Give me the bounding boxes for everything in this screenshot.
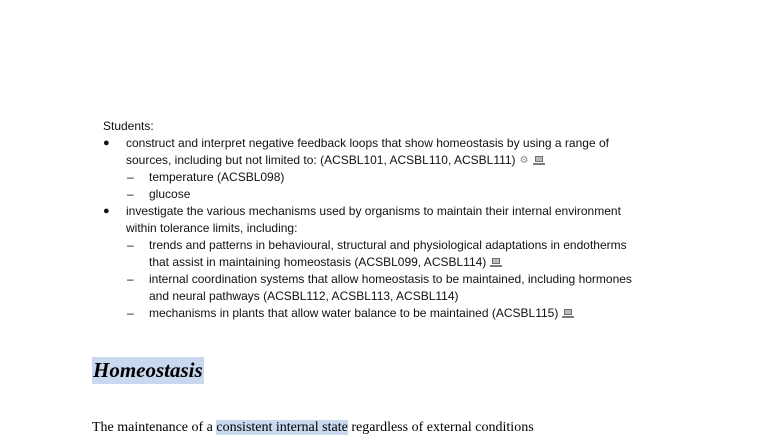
laptop-icon: [533, 156, 545, 166]
students-label: Students:: [103, 119, 154, 133]
bullet-icon: ●: [103, 205, 110, 217]
dash-marker: –: [127, 187, 134, 201]
sub-list-item-line: and neural pathways (ACSBL112, ACSBL113, ACSBL114): [149, 289, 459, 303]
list-item-line: within tolerance limits, including:: [126, 221, 298, 235]
laptop-icon: [490, 258, 502, 268]
syllabus-excerpt: [103, 118, 723, 322]
sub-list-item-line: [149, 305, 723, 322]
dash-marker: –: [127, 306, 134, 320]
dash-marker: –: [127, 170, 134, 184]
laptop-icon: [562, 309, 574, 319]
sub-list-item: [103, 271, 723, 305]
section-heading: Homeostasis: [93, 358, 203, 382]
sub-list-item: [103, 237, 723, 271]
definition-text: [92, 418, 534, 437]
sub-list-item: [103, 169, 723, 186]
sub-list-item-text: glucose: [149, 187, 191, 201]
sub-list-item: [103, 186, 723, 203]
list-item: [103, 203, 723, 237]
gears-icon: ⚙: [519, 154, 529, 166]
list-item: [103, 135, 723, 169]
bullet-icon: ●: [103, 137, 110, 149]
definition-suffix: regardless of external conditions: [347, 420, 534, 435]
sub-list-item-line: [149, 254, 723, 271]
highlighted-phrase: consistent internal state: [216, 420, 348, 435]
sub-list-item-line: internal coordination systems that allow homeostasis to be maintained, including hormones: [149, 272, 632, 286]
dash-marker: –: [127, 238, 134, 252]
list-item-line: investigate the various mechanisms used by organisms to maintain their internal environment: [126, 204, 621, 218]
sub-list-item-text: mechanisms in plants that allow water balance to be maintained (ACSBL115): [149, 306, 559, 320]
sub-list-item-text: temperature (ACSBL098): [149, 170, 285, 184]
list-item-text: sources, including but not limited to: (ACSBL101, ACSBL110, ACSBL111): [126, 153, 516, 167]
definition-prefix: The maintenance of a: [92, 420, 217, 435]
sub-list-item-text: that assist in maintaining homeostasis (ACSBL099, ACSBL114): [149, 255, 487, 269]
dash-marker: –: [127, 272, 134, 286]
list-item-line: [126, 152, 723, 169]
list-item-line: construct and interpret negative feedback loops that show homeostasis by using a range of: [126, 136, 609, 150]
sub-list-item-line: trends and patterns in behavioural, structural and physiological adaptations in endotherms: [149, 238, 627, 252]
sub-list-item: [103, 305, 723, 322]
